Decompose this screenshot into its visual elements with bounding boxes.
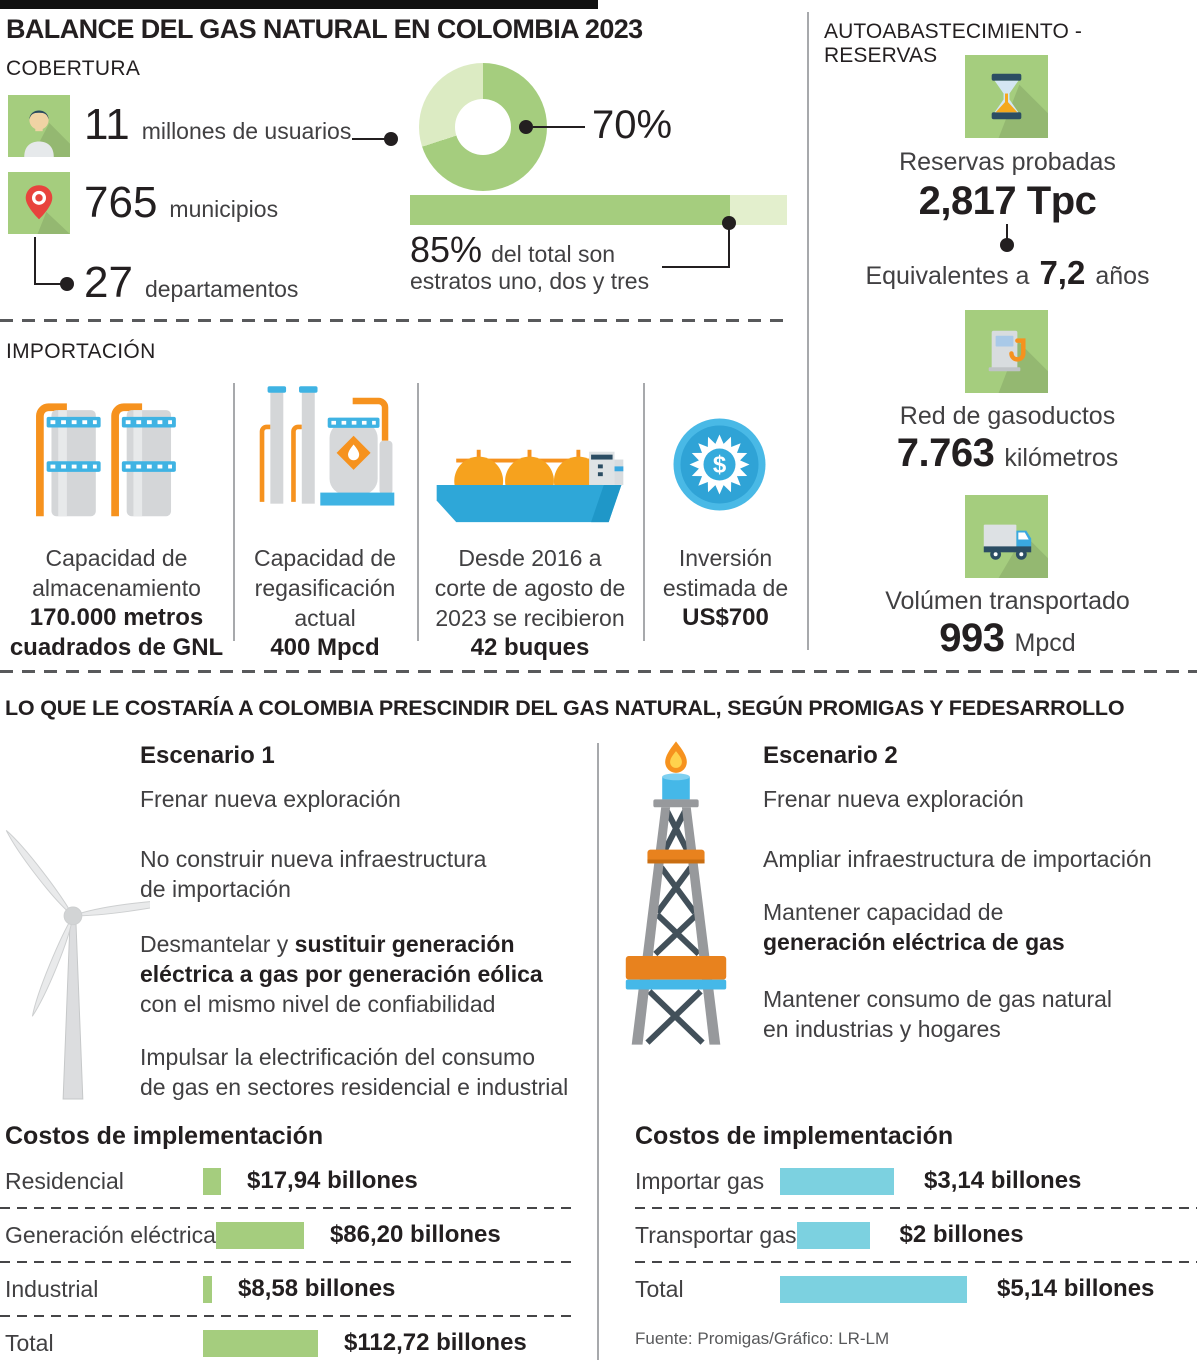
cost-bar <box>797 1222 870 1249</box>
dashed-separator <box>0 319 792 322</box>
dashed-separator <box>0 670 1197 673</box>
cost-row-importar <box>635 1155 1200 1207</box>
connector-departamentos-v <box>34 237 36 285</box>
cost-row-label: Residencial <box>5 1167 124 1194</box>
cost-bar <box>203 1276 212 1303</box>
dollar-coin-icon <box>672 417 767 512</box>
cost-row-total-right <box>635 1263 1200 1315</box>
cost-bar <box>216 1222 304 1249</box>
importacion-col3-text: Desde 2016 a corte de agosto de 2023 se recibieron 42 buques <box>434 545 626 661</box>
cost-row-value: $2 billones <box>899 1221 1024 1248</box>
cost-row-label: Total <box>5 1329 54 1356</box>
connector-dot <box>384 132 398 146</box>
user-icon <box>8 95 70 157</box>
escenario2-item1: Frenar nueva exploración <box>763 786 1024 812</box>
stat-municipios-value: 765 <box>84 178 158 227</box>
reservas-probadas-value: 2,817 Tpc <box>918 179 1097 223</box>
storage-tanks-icon <box>32 387 177 522</box>
gasoductos-block <box>820 402 1195 476</box>
reservas-connector-dot <box>1000 238 1014 252</box>
svg-text:$: $ <box>712 451 727 479</box>
lng-ship-icon <box>432 440 628 526</box>
cost-row-residencial <box>5 1155 575 1207</box>
stat-municipios-unit: municipios <box>169 196 279 222</box>
connector-users-donut <box>352 138 386 140</box>
strata-bar-fill <box>410 195 730 225</box>
donut-hole <box>455 99 511 155</box>
donut-label: 70% <box>592 103 673 147</box>
equivalentes-block <box>820 254 1195 292</box>
cost-row-value: $112,72 billones <box>344 1329 527 1356</box>
costs-left-header: Costos de implementación <box>5 1122 324 1150</box>
escenario1-item3: Desmantelar y sustituir generación eléctrica a gas por generación eólica con el mismo nivel de confiabilidad <box>140 931 543 1017</box>
cost-row-value: $17,94 billones <box>247 1167 418 1194</box>
escenario1-header: Escenario 1 <box>140 742 275 769</box>
reservas-probadas-block <box>820 148 1195 224</box>
equivalentes-pre: Equivalentes a <box>865 262 1030 290</box>
volumen-label: Volúmen transportado <box>885 587 1130 615</box>
cost-row-total-left <box>5 1317 575 1360</box>
stat-users-unit: millones de usuarios <box>141 118 352 144</box>
fuel-pump-icon <box>965 310 1048 393</box>
escenario2-item4: Mantener consumo de gas natural en industrias y hogares <box>763 986 1113 1042</box>
escenario2-item3: Mantener capacidad de generación eléctrica de gas <box>763 899 1065 955</box>
cost-row-generacion <box>5 1209 575 1261</box>
cobertura-label: COBERTURA <box>6 57 141 80</box>
volumen-value: 993 <box>939 616 1005 660</box>
escenario1-item2: No construir nueva infraestructura de importación <box>140 846 487 902</box>
gasoductos-label: Red de gasoductos <box>899 402 1116 430</box>
donut-leader-line <box>533 126 585 128</box>
escenario1-item4: Impulsar la electrificación del consumo de gas en sectores residencial e industrial <box>140 1044 569 1100</box>
cost-row-value: $8,58 billones <box>238 1275 396 1302</box>
strata-leader-v <box>728 228 730 268</box>
cost-row-label: Generación eléctrica <box>5 1221 216 1248</box>
gas-derrick-icon <box>612 737 740 1045</box>
stat-users <box>84 100 351 150</box>
reservas-probadas-label: Reservas probadas <box>899 148 1116 176</box>
stat-departamentos-unit: departamentos <box>144 276 299 302</box>
strata-caption <box>410 229 615 271</box>
cost-bar <box>780 1168 894 1195</box>
scenarios-title: LO QUE LE COSTARÍA A COLOMBIA PRESCINDIR DEL GAS NATURAL, SEGÚN PROMIGAS Y FEDESARROLLO <box>5 696 1125 720</box>
top-black-bar <box>0 0 598 9</box>
reservas-title: AUTOABASTECIMIENTO - RESERVAS <box>824 20 1082 67</box>
cost-row-value: $5,14 billones <box>997 1275 1155 1302</box>
strata-caption-text: del total son <box>491 241 616 267</box>
cost-row-value: $86,20 billones <box>329 1221 501 1248</box>
stat-departamentos-value: 27 <box>84 258 133 307</box>
location-pin-icon <box>8 172 70 234</box>
strata-leader-h <box>662 266 730 268</box>
importacion-col4-text: Inversión estimada de US$700 <box>662 545 789 631</box>
cost-row-label: Importar gas <box>635 1167 765 1194</box>
volumen-unit: Mpcd <box>1014 629 1076 657</box>
truck-icon <box>965 495 1048 578</box>
volumen-block <box>820 587 1195 661</box>
strata-caption-line2: estratos uno, dos y tres <box>410 268 650 294</box>
cost-bar <box>203 1330 318 1357</box>
hourglass-icon <box>965 55 1048 138</box>
escenario2-item2: Ampliar infraestructura de importación <box>763 846 1152 872</box>
equivalentes-value: 7,2 <box>1039 254 1086 291</box>
stat-users-value: 11 <box>84 100 130 149</box>
donut-marker-dot <box>519 120 533 134</box>
cost-row-industrial <box>5 1263 575 1315</box>
cost-row-label: Industrial <box>5 1275 99 1302</box>
stat-municipios <box>84 178 278 228</box>
importacion-label: IMPORTACIÓN <box>6 340 156 363</box>
escenario2-header: Escenario 2 <box>763 742 898 769</box>
page-title: BALANCE DEL GAS NATURAL EN COLOMBIA 2023 <box>6 14 643 44</box>
cost-row-label: Total <box>635 1275 684 1302</box>
gasoductos-value: 7.763 <box>896 431 995 475</box>
connector-dot <box>60 277 74 291</box>
importacion-col1-text: Capacidad de almacenamiento 170.000 metros cuadrados de GNL <box>9 545 224 661</box>
cost-row-transportar <box>635 1209 1200 1261</box>
strata-caption-pct: 85% <box>410 229 483 270</box>
cost-row-label: Transportar gas <box>635 1221 797 1248</box>
costs-right-header: Costos de implementación <box>635 1122 954 1150</box>
connector-departamentos-h <box>34 283 62 285</box>
importacion-col2-text: Capacidad de regasificación actual 400 Mpcd <box>254 545 396 661</box>
gasoductos-unit: kilómetros <box>1004 444 1119 472</box>
source-credit: Fuente: Promigas/Gráfico: LR-LM <box>635 1329 890 1348</box>
escenario1-item1: Frenar nueva exploración <box>140 786 401 812</box>
scenario-divider <box>597 743 599 1360</box>
wind-turbine-icon <box>0 772 150 1102</box>
cost-bar <box>203 1168 221 1195</box>
cost-bar <box>780 1276 967 1303</box>
equivalentes-post: años <box>1095 262 1150 290</box>
cost-row-value: $3,14 billones <box>924 1167 1082 1194</box>
stat-departamentos <box>84 258 298 308</box>
regasification-plant-icon <box>250 381 398 520</box>
